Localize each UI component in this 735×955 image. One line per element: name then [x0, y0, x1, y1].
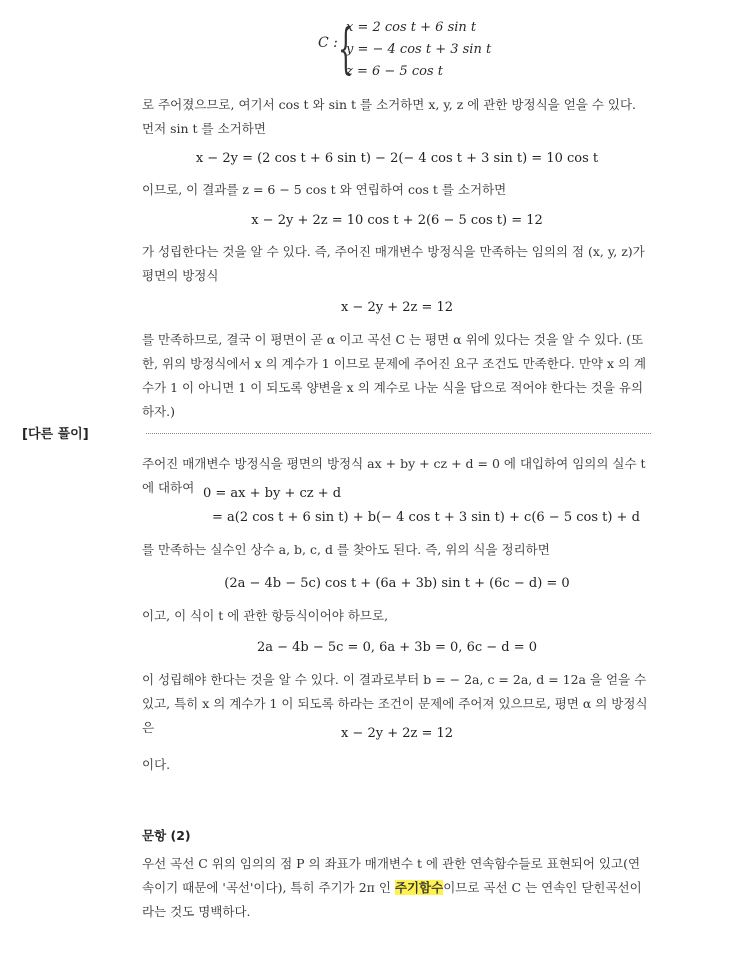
curve-label: C :	[318, 35, 338, 51]
paragraph-8: 이 성립해야 한다는 것을 알 수 있다. 이 결과로부터 b = − 2a, c = 2a, d = 12a 을 얻을 수 있고, 특히 x 의 계수가 1 이 되도록 하라는 조건이 문제에 주어져 있으므로, 평면 α 의 방정식은	[142, 672, 648, 735]
paragraph-2: 이므로, 이 결과를 z = 6 − 5 cos t 와 연립하여 cos t 를 소거하면	[142, 182, 507, 197]
equation-5: (2a − 4b − 5c) cos t + (6a + 3b) sin t + (6c − d) = 0	[224, 576, 570, 591]
equation-1: x − 2y = (2 cos t + 6 sin t) − 2(− 4 cos t + 3 sin t) = 10 cos t	[195, 151, 599, 166]
paragraph-5: 주어진 매개변수 방정식을 평면의 방정식 ax + by + cz + d = 0 에 대입하여 임의의 실수 t 에 대하여	[142, 456, 646, 495]
question-2-heading: 문항 (2)	[142, 828, 191, 843]
paragraph-4: 를 만족하므로, 결국 이 평면이 곧 α 이고 곡선 C 는 평면 α 위에 있다는 것을 알 수 있다. (또한, 위의 방정식에서 x 의 계수가 1 이므로 문제에 주어진 요구 조건도 만족한다. 만약 x 의 계수가 1 이 아니면 1 이 되도록 양변을 x 의 계수로 나눈 식을 답으로 적어야 한다는 것을 유의하자.)	[142, 332, 647, 419]
alternative-solution-label: [다른 풀이]	[22, 427, 89, 442]
paragraph-6: 를 만족하는 실수인 상수 a, b, c, d 를 찾아도 된다. 즉, 위의 식을 정리하면	[142, 542, 550, 557]
left-brace: {	[338, 17, 354, 80]
paragraph-10	[142, 852, 652, 924]
equation-2: x − 2y + 2z = 10 cos t + 2(6 − 5 cos t) = 12	[251, 213, 543, 228]
system-line-x: x = 2 cos t + 6 sin t	[346, 20, 477, 35]
equation-3: x − 2y + 2z = 12	[340, 300, 454, 315]
system-line-z: z = 6 − 5 cos t	[346, 64, 443, 79]
equation-4b: = a(2 cos t + 6 sin t) + b(− 4 cos t + 3 sin t) + c(6 − 5 cos t) + d	[212, 510, 640, 525]
paragraph-1: 로 주어졌으므로, 여기서 cos t 와 sin t 를 소거하면 x, y, z 에 관한 방정식을 얻을 수 있다. 먼저 sin t 를 소거하면	[142, 97, 637, 136]
paragraph-3: 가 성립한다는 것을 알 수 있다. 즉, 주어진 매개변수 방정식을 만족하는 임의의 점 (x, y, z)가 평면의 방정식	[142, 244, 645, 283]
dotted-divider	[146, 433, 651, 434]
equation-7: x − 2y + 2z = 12	[340, 726, 454, 741]
equation-6: 2a − 4b − 5c = 0, 6a + 3b = 0, 6c − d = 0	[256, 640, 538, 655]
paragraph-9: 이다.	[142, 757, 171, 772]
equation-4a: 0 = ax + by + cz + d	[203, 486, 342, 501]
paragraph-10-text-b: 이므로 곡선 C 는 연속인 닫힌곡선이라는 것도 명백하다.	[142, 880, 642, 919]
paragraph-7: 이고, 이 식이 t 에 관한 항등식이어야 하므로,	[142, 608, 389, 623]
system-line-y: y = − 4 cos t + 3 sin t	[346, 42, 492, 57]
paragraph-10-text-a: 우선 곡선 C 위의 임의의 점 P 의 좌표가 매개변수 t 에 관한 연속함수들로 표현되어 있고(연속이기 때문에 '곡선'이다), 특히 주기가 2π 인	[142, 856, 641, 895]
highlighted-term: 주기함수	[394, 880, 444, 895]
